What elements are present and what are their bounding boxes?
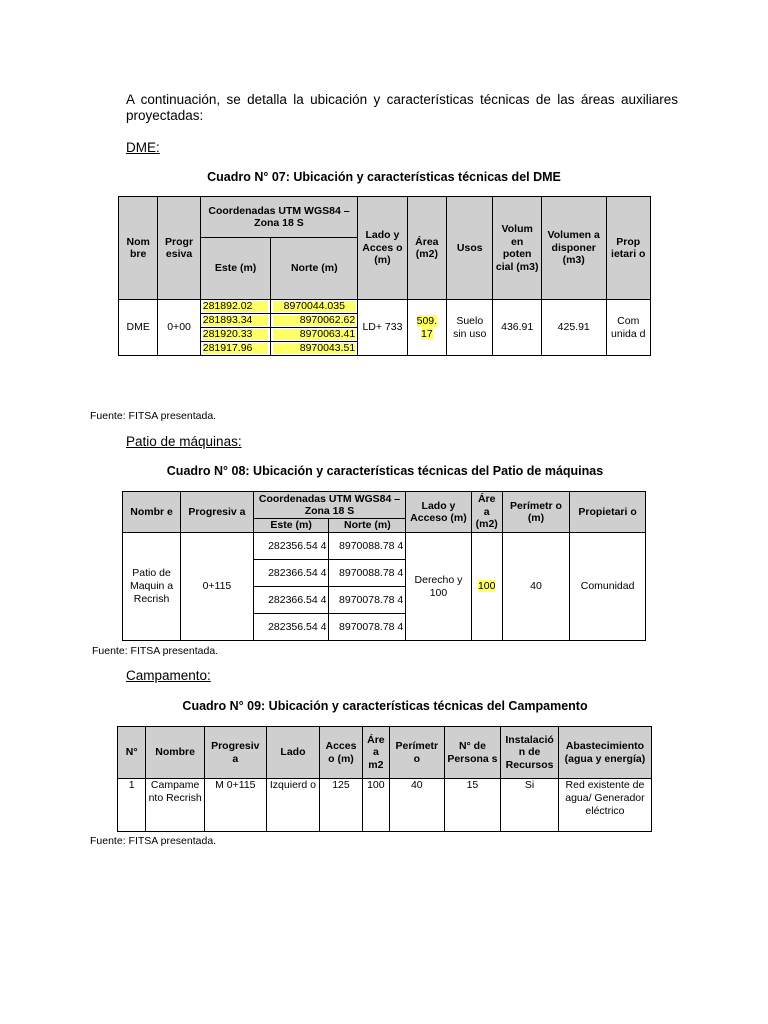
header-lado: Lado [266,727,320,779]
cell-este: 282356.54 4 [253,533,329,560]
header-perimetro: Perímetr o (m) [502,492,569,533]
header-area: Área (m2) [407,197,446,300]
header-volumen-disponer: Volumen a disponer (m3) [541,197,606,300]
header-nombre: Nombr e [123,492,181,533]
source-campamento: Fuente: FITSA presentada. [90,835,217,847]
cell-propietario: Comunidad [570,533,646,641]
header-personas: N° de Persona s [444,727,501,779]
table-campamento [117,726,652,832]
cell-este: 282356.54 4 [253,614,329,641]
cell-progresiva: 0+00 [158,300,200,356]
cell-norte: 8970043.51 [273,343,355,355]
cell-lado: Izquierd o [266,779,320,832]
cell-area: 509. 17 [416,314,438,340]
header-lado-acceso: Lado y Acceso (m) [406,492,471,533]
cell-norte: 8970078.78 4 [329,614,406,641]
section-patio: Patio de máquinas: [126,434,242,449]
header-este: Este (m) [253,519,329,533]
cell-norte: 8970088.78 4 [329,560,406,587]
cell-numero: 1 [118,779,146,832]
cell-este: 281920.33 [203,329,269,341]
header-propietario: Prop ietari o [606,197,651,300]
cell-area: 100 [362,779,389,832]
cell-este: 282366.54 4 [253,587,329,614]
header-progresiva: Progresiv a [204,727,266,779]
cell-lado-acceso: Derecho y 100 [406,533,471,641]
header-coordenadas: Coordenadas UTM WGS84 – Zona 18 S [253,492,406,519]
cell-nombre: Campame nto Recrish [146,779,205,832]
cell-progresiva: 0+115 [181,533,254,641]
cell-perimetro: 40 [502,533,569,641]
caption-dme: Cuadro N° 07: Ubicación y características técnicas del DME [207,170,561,184]
cell-area: 100 [477,580,496,592]
table-dme [118,196,651,356]
header-norte: Norte (m) [271,238,358,300]
intro-paragraph: A continuación, se detalla la ubicación y características técnicas de las áreas auxiliares proyectadas: [126,92,678,123]
header-abastecimiento: Abastecimiento (agua y energía) [558,727,651,779]
header-propietario: Propietari o [570,492,646,533]
cell-norte: 8970062.62 [273,315,355,327]
source-patio: Fuente: FITSA presentada. [92,645,219,657]
header-progresiva: Progr esiva [158,197,200,300]
header-area: Áre a m2 [362,727,389,779]
cell-perimetro: 40 [390,779,445,832]
header-acceso: Acces o (m) [320,727,362,779]
section-campamento: Campamento: [126,668,211,683]
header-volumen-potencial: Volum en poten cial (m3) [493,197,541,300]
header-area: Áre a (m2) [471,492,502,533]
cell-personas: 15 [444,779,501,832]
header-usos: Usos [447,197,493,300]
cell-acceso: 125 [320,779,362,832]
cell-nombre: DME [119,300,158,356]
header-perimetro: Perímetr o [390,727,445,779]
header-este: Este (m) [200,238,271,300]
cell-este: 282366.54 4 [253,560,329,587]
cell-volumen-disponer: 425.91 [541,300,606,356]
cell-norte: 8970088.78 4 [329,533,406,560]
section-dme: DME: [126,140,160,155]
cell-norte: 8970044.035 [273,301,355,313]
header-progresiva: Progresiv a [181,492,254,533]
cell-este: 281892.02 [203,301,269,313]
table-patio [122,491,646,641]
cell-nombre: Patio de Maquin a Recrish [123,533,181,641]
cell-progresiva: M 0+115 [204,779,266,832]
header-nombre: Nombre [146,727,205,779]
cell-instalacion: Si [501,779,559,832]
header-lado-acceso: Lado y Acces o (m) [358,197,407,300]
source-dme: Fuente: FITSA presentada. [90,410,217,422]
header-numero: N° [118,727,146,779]
cell-norte: 8970078.78 4 [329,587,406,614]
caption-campamento: Cuadro N° 09: Ubicación y características técnicas del Campamento [182,699,588,713]
cell-usos: Suelo sin uso [447,300,493,356]
header-nombre: Nom bre [119,197,158,300]
cell-este: 281917.96 [203,343,269,355]
header-norte: Norte (m) [329,519,406,533]
cell-abastecimiento: Red existente de agua/ Generador eléctrico [558,779,651,832]
cell-propietario: Com unida d [606,300,651,356]
caption-patio: Cuadro N° 08: Ubicación y características técnicas del Patio de máquinas [166,464,604,478]
cell-volumen-potencial: 436.91 [493,300,541,356]
header-coordenadas: Coordenadas UTM WGS84 – Zona 18 S [200,197,357,238]
header-instalacion: Instalació n de Recursos [501,727,559,779]
cell-norte: 8970063.41 [273,329,355,341]
cell-lado-acceso: LD+ 733 [358,300,407,356]
cell-este: 281893.34 [203,315,269,327]
